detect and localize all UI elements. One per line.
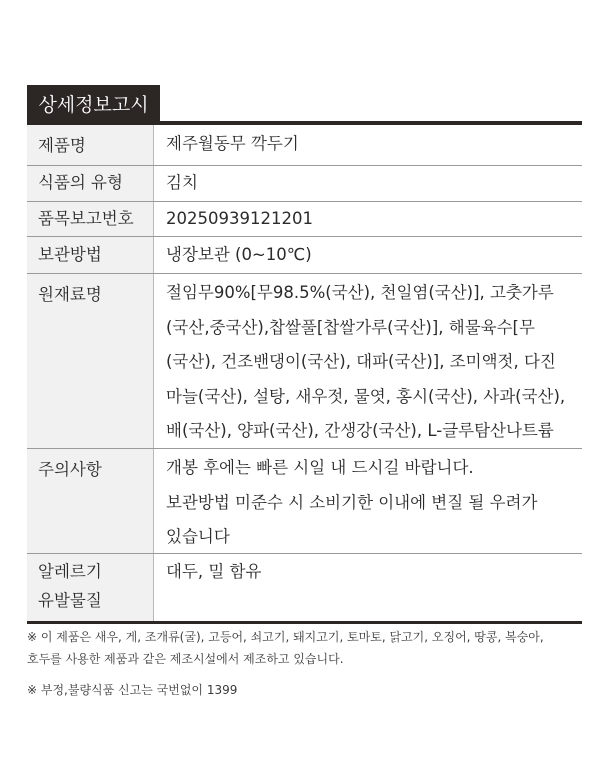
row-label: 원재료명	[27, 274, 154, 448]
value-line: 보관방법 미준수 시 소비기한 이내에 변질 될 우려가	[166, 492, 538, 512]
table-row-precautions	[27, 449, 582, 554]
spacer	[27, 670, 587, 679]
value-line: 절임무90%[무98.5%(국산), 천일염(국산)], 고춧가루	[166, 283, 554, 302]
table-row-ingredients	[27, 274, 582, 449]
value-line: 배(국산), 양파(국산), 간생강(국산), L-글루탐산나트륨	[166, 421, 554, 440]
row-label: 품목보고번호	[27, 202, 154, 236]
row-label: 보관방법	[27, 237, 154, 273]
value-line: 대두, 밀 함유	[166, 562, 262, 581]
row-value	[154, 166, 582, 201]
report-notice: ※ 부정,불량식품 신고는 국번없이 1399	[27, 683, 238, 697]
row-value	[154, 202, 582, 236]
value-line: 20250939121201	[166, 209, 313, 228]
value-line: (국산,중국산),찹쌀풀[찹쌀가루(국산)], 해물육수[무	[166, 317, 535, 337]
value-line: 김치	[166, 173, 198, 192]
footnotes	[27, 626, 587, 701]
row-value	[154, 554, 582, 621]
value-line: 있습니다	[166, 527, 230, 546]
row-value	[154, 125, 582, 165]
row-label: 식품의 유형	[27, 166, 154, 201]
allergy-notice-line: ※ 이 제품은 새우, 게, 조개류(굴), 고등어, 쇠고기, 돼지고기, 토마토, 닭고기, 오징어, 땅콩, 복숭아,	[27, 630, 544, 644]
value-line: (국산), 건조밴댕이(국산), 대파(국산)], 조미액젓, 다진	[166, 352, 556, 371]
value-line: 냉장보관 (0~10℃)	[166, 245, 312, 264]
table-row-product-name	[27, 125, 582, 166]
section-title: 상세정보고시	[27, 85, 160, 122]
allergy-notice-line: 호두를 사용한 제품과 같은 제조시설에서 제조하고 있습니다.	[27, 652, 344, 666]
row-value	[154, 237, 582, 273]
label-line: 유발물질	[38, 591, 102, 610]
info-table	[27, 125, 582, 624]
value-line: 제주월동무 깍두기	[166, 134, 299, 153]
row-value	[154, 449, 582, 553]
row-label: 제품명	[27, 125, 154, 165]
label-line: 알레르기	[38, 562, 102, 581]
table-row-allergens	[27, 554, 582, 624]
table-row-storage	[27, 237, 582, 274]
row-label: 주의사항	[27, 449, 154, 553]
table-row-report-number	[27, 202, 582, 237]
row-label	[27, 554, 154, 621]
value-line: 개봉 후에는 빠른 시일 내 드시길 바랍니다.	[166, 458, 474, 477]
value-line: 마늘(국산), 설탕, 새우젓, 물엿, 홍시(국산), 사과(국산),	[166, 386, 566, 406]
table-row-food-type	[27, 166, 582, 202]
row-value	[154, 274, 582, 448]
